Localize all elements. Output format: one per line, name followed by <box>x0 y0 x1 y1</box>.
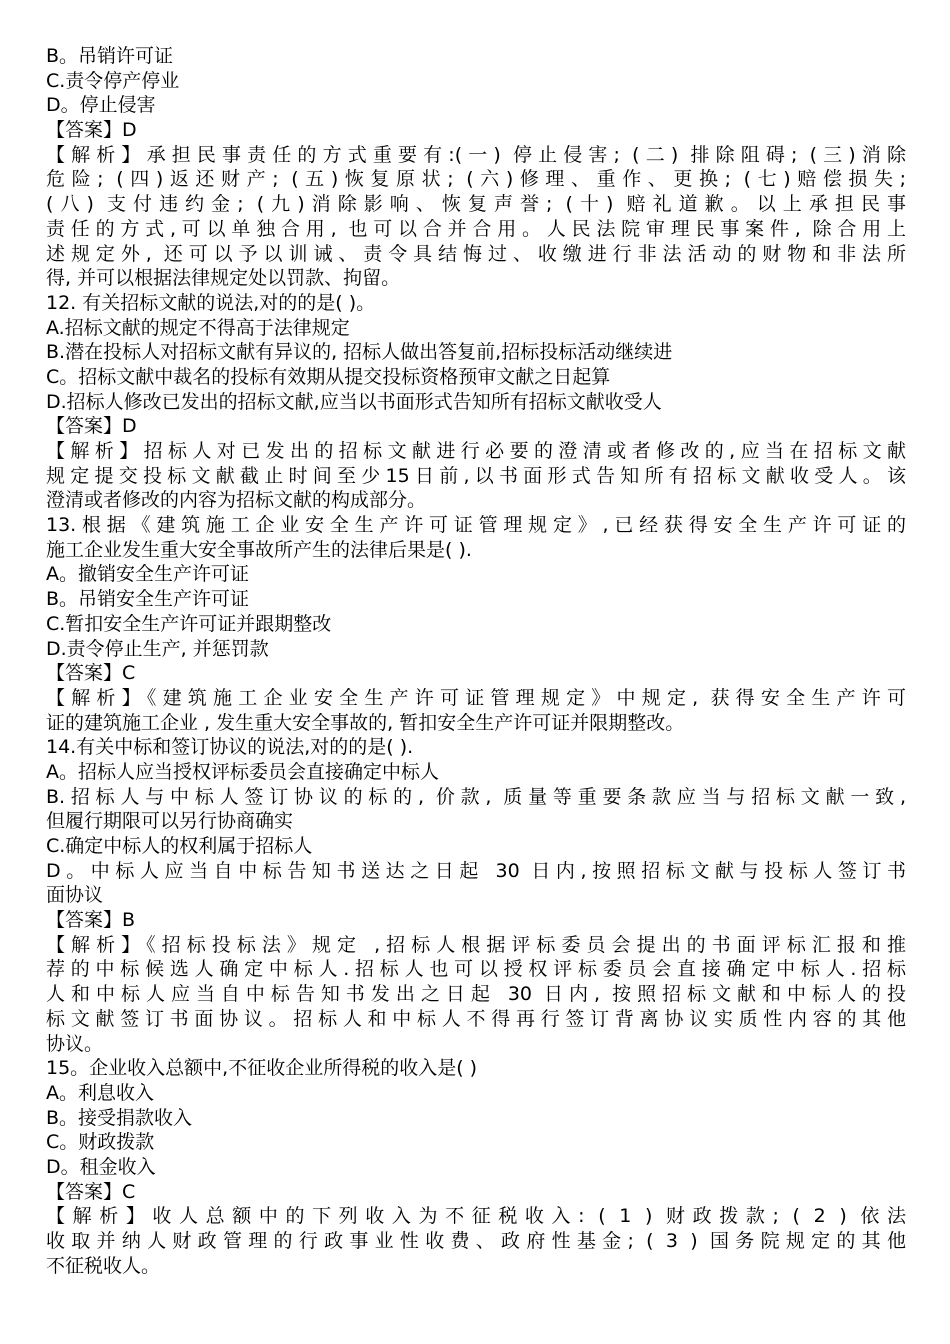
text-line: C.确定中标人的权利属于招标人 <box>46 835 313 857</box>
text-line: A.招标文献的规定不得高于法律规定 <box>46 316 350 339</box>
text-line: C。招标文献中裁名的投标有效期从提交投标资格预审文献之日起算 <box>46 365 611 388</box>
text-line: 【解析】收人总额中的下列收入为不征税收入: ( 1 ) 财政拨款; ( 2 ) 依法 <box>46 1205 906 1228</box>
text-line: D。停止侵害 <box>46 94 156 117</box>
text-line: 不征税收人。 <box>46 1254 161 1277</box>
text-line: C.暂扣安全生产许可证并跟期整改 <box>46 612 332 635</box>
text-line: 收取并纳人财政管理的行政事业性收费、政府性基金; ( 3 ) 国务院规定的其他 <box>46 1230 906 1252</box>
text-line: B。接受捐款收入 <box>46 1106 193 1129</box>
text-line: 12. 有关招标文献的说法,对的的是( )。 <box>46 291 376 314</box>
text-line: 13.根据《建筑施工企业安全生产许可证管理规定》,已经获得安全生产许可证的 <box>46 514 906 537</box>
text-line: 责任的方式,可以单独合用, 也可以合并合用。人民法院审理民事案件, 除合用上 <box>46 217 906 240</box>
text-line: A。招标人应当授权评标委员会直接确定中标人 <box>46 760 439 783</box>
text-line: 澄清或者修改的内容为招标文献的构成部分。 <box>46 489 427 512</box>
text-line: 【解析】承担民事责任的方式重要有:(一) 停止侵害; (二) 排除阻碍; (三)消除 <box>46 143 906 166</box>
text-line: C.责令停产停业 <box>46 69 180 92</box>
text-line: 施工企业发生重大安全事故所产生的法律后果是( ). <box>46 538 472 561</box>
text-line: 标文献签订书面协议。招标人和中标人不得再行签订背离协议实质性内容的其他 <box>46 1007 906 1030</box>
text-line: D.招标人修改已发出的招标文献,应当以书面形式告知所有招标文献收受人 <box>46 390 662 413</box>
text-line: 【解析】《招标投标法》规定 ,招标人根据评标委员会提出的书面评标汇报和推 <box>46 933 906 956</box>
text-line: 人和中标人应当自中标告知书发出之日起 30 日内, 按照招标文献和中标人的投 <box>46 983 906 1006</box>
text-line: 协议。 <box>46 1032 104 1055</box>
text-line: 但履行期限可以另行协商确实 <box>46 810 294 833</box>
text-line: 【答案】D <box>46 415 137 438</box>
text-line: 【答案】C <box>46 1180 136 1203</box>
text-line: 【解析】招标人对已发出的招标文献进行必要的澄清或者修改的,应当在招标文献 <box>46 440 906 462</box>
text-line: (八) 支付违约金; (九)消除影响、恢复声誉; (十) 赔礼道歉。以上承担民事 <box>46 193 906 216</box>
text-line: A。撤销安全生产许可证 <box>46 563 249 586</box>
text-line: 得, 并可以根据法律规定处以罚款、拘留。 <box>46 267 401 290</box>
text-line: C。财政拨款 <box>46 1131 155 1154</box>
text-line: B.招标人与中标人签订协议的标的, 价款, 质量等重要条款应当与招标文献一致, <box>46 785 906 808</box>
text-line: D。中标人应当自中标告知书送达之日起 30 日内,按照招标文献与投标人签订书 <box>46 859 906 882</box>
text-line: 【解析】《建筑施工企业安全生产许可证管理规定》中规定, 获得安全生产许可 <box>46 686 906 709</box>
text-line: 述规定外, 还可以予以训诫、责令具结悔过、收缴进行非法活动的财物和非法所 <box>46 242 906 265</box>
text-line: B。吊销许可证 <box>46 45 174 67</box>
text-line: 危险; (四)返还财产; (五)恢复原状; (六)修理、重作、更换; (七)赔偿损失; <box>46 168 906 191</box>
text-line: 荐的中标候选人确定中标人.招标人也可以授权评标委员会直接确定中标人.招标 <box>46 958 906 981</box>
text-line: B。吊销安全生产许可证 <box>46 588 250 611</box>
text-line: 【答案】B <box>46 909 136 932</box>
text-line: 规定提交投标文献截止时间至少15日前,以书面形式告知所有招标文献收受人。该 <box>46 464 906 487</box>
text-line: 14.有关中标和签订协议的说法,对的的是( ). <box>46 736 414 759</box>
text-line: D。租金收入 <box>46 1155 156 1178</box>
text-line: A。利息收入 <box>46 1081 154 1104</box>
text-line: 【答案】D <box>46 119 137 142</box>
text-line: 15。企业收入总额中,不征收企业所得税的收入是( ) <box>46 1057 478 1080</box>
text-line: B.潜在投标人对招标文献有异议的, 招标人做出答复前,招标投标活动继续进 <box>46 341 673 364</box>
text-line: 证的建筑施工企业 , 发生重大安全事故的, 暂扣安全生产许可证并限期整改。 <box>46 711 685 734</box>
text-line: D.责令停止生产, 并惩罚款 <box>46 637 269 660</box>
text-line: 【答案】C <box>46 662 136 685</box>
text-line: 面协议 <box>46 884 104 907</box>
